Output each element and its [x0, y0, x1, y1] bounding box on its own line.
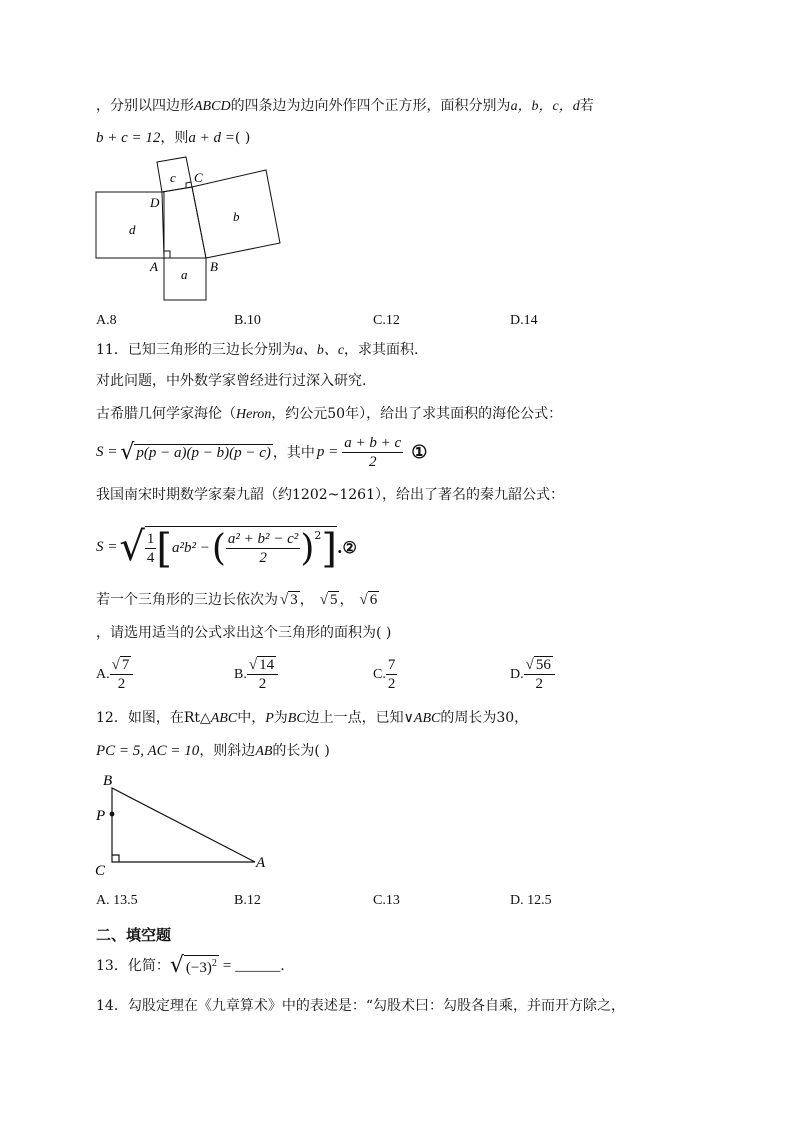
q11-line2: 对此问题，中外数学家曾经进行过深入研究.	[96, 373, 367, 389]
qin-lhs: S =	[96, 538, 118, 555]
option-fraction: $\frac{√ 7}{2}$	[110, 656, 134, 693]
point-p	[110, 812, 115, 817]
qin-tag: .②	[336, 537, 357, 557]
option-den: 2	[117, 676, 126, 692]
q10-condition: b + c = 12	[96, 130, 161, 146]
option-label: A.	[96, 666, 110, 682]
qin-inner-den: 2	[259, 550, 267, 566]
q11-text: ，约公元50年），给出了求其面积的海伦公式：	[271, 406, 563, 422]
q11-line8: ，请选用适当的公式求出这个三角形的面积为( )	[96, 625, 392, 641]
q10-stem-line2	[96, 128, 250, 148]
vertex-P: P	[96, 808, 106, 824]
option-num: 14	[259, 657, 275, 673]
vertex-A: A	[150, 259, 158, 274]
q10-stem-line1	[96, 96, 594, 117]
q11-option-a[interactable]	[96, 656, 133, 693]
q12-option-a[interactable]: A. 13.5	[96, 893, 138, 908]
right-bracket: ]	[321, 525, 337, 572]
q13-line	[96, 952, 285, 978]
option-fraction: $\frac{√ 14}{2}$	[247, 656, 278, 693]
q13-expr: (−3)	[185, 960, 212, 976]
side-1: 3	[290, 592, 298, 608]
q11-line1	[96, 340, 419, 361]
option-label: D.	[510, 666, 524, 682]
qin-term: a²b² −	[171, 540, 210, 556]
vertex-D: D	[150, 195, 160, 210]
q11-text: 11．已知三角形的三边长分别为	[96, 342, 296, 358]
q11-text: 若一个三角形的三边长依次为	[96, 592, 278, 608]
q10-quad-name: ABCD	[194, 99, 231, 114]
q12-side-ab: AB	[255, 744, 273, 759]
q11-vars: a、b、c	[295, 343, 345, 358]
qin-inner-num: a² + b² − c²	[227, 531, 299, 547]
q10-answer-paren: ( )	[234, 130, 251, 146]
option-label: B.	[234, 666, 247, 682]
label-c: c	[170, 170, 176, 185]
q11-line5: 我国南宋时期数学家秦九韶（约1202~1261），给出了著名的秦九韶公式：	[96, 487, 564, 503]
option-den: 2	[387, 676, 396, 692]
left-paren: (	[211, 527, 226, 569]
q12-text: 中，	[237, 710, 266, 726]
q10-option-b[interactable]: B.10	[234, 313, 261, 328]
q10-option-d[interactable]: D.14	[510, 313, 538, 328]
q12-line2	[96, 741, 330, 762]
label-d: d	[129, 222, 136, 237]
vertex-A: A	[256, 855, 266, 871]
heron-p: p =	[316, 443, 339, 460]
option-num: 7	[121, 657, 130, 673]
q13-equals: =	[222, 957, 232, 974]
q14-line: 14．勾股定理在《九章算术》中的表述是：“勾股术曰：勾股各自乘，并而开方除之，	[96, 998, 625, 1014]
left-bracket: [	[156, 525, 172, 572]
right-angle-c	[112, 855, 119, 862]
label-a: a	[181, 267, 188, 282]
heron-denominator: 2	[368, 453, 377, 470]
heron-tag: ①	[411, 441, 428, 463]
q10-text: ，分别以四边形	[96, 98, 194, 114]
qin-quarter	[145, 530, 157, 567]
q12-point-p: P	[265, 711, 274, 726]
vertex-C: C	[95, 863, 106, 879]
q11-option-b[interactable]	[234, 656, 278, 693]
q12-side-bc: BC	[287, 711, 306, 726]
q13-exponent: 2	[211, 958, 217, 969]
separator: ，	[339, 592, 354, 608]
q13-label: 13．化简：	[96, 957, 170, 974]
q12-option-b[interactable]: B.12	[234, 893, 261, 908]
heron-fraction	[342, 434, 403, 471]
q11-line3	[96, 404, 562, 425]
qin-formula	[96, 516, 357, 578]
square-exponent: 2	[314, 528, 322, 542]
qin-radicand	[145, 525, 337, 572]
q12-condition: PC = 5, AC = 10	[96, 743, 200, 759]
section-heading: 二、填空题	[96, 926, 172, 944]
q11-line7: 若一个三角形的三边长依次为 √ 3 ， √ 5 ， √ 6	[96, 592, 378, 608]
right-paren: )	[300, 527, 315, 569]
side-3: 6	[369, 592, 378, 608]
q11-text: 古希腊几何学家海伦（	[96, 406, 236, 422]
option-num: 56	[535, 657, 551, 673]
option-den: 2	[535, 676, 543, 692]
q11-option-d[interactable]	[510, 656, 555, 693]
qin-quarter-num: 1	[146, 531, 155, 547]
q13-dot: .	[280, 957, 285, 974]
q12-triangle: ABC	[210, 711, 238, 726]
label-b: b	[233, 209, 240, 224]
q13-answer-blank[interactable]: ______	[235, 957, 281, 974]
option-num: 7	[387, 657, 396, 673]
q11-text: ，求其面积.	[344, 342, 419, 358]
q10-option-a[interactable]: A.8	[96, 313, 117, 328]
q12-text: 边上一点，已知∨	[305, 710, 414, 726]
option-den: 2	[258, 676, 267, 692]
option-fraction	[386, 656, 398, 693]
q10-figure	[90, 150, 290, 305]
q12-text: 12．如图，在Rt△	[96, 710, 211, 726]
qin-quarter-den: 4	[146, 550, 155, 566]
quadrilateral-abcd	[162, 187, 206, 258]
q12-triangle: ABC	[413, 711, 441, 726]
radical-sign-large: √	[119, 524, 145, 570]
separator: ，	[299, 592, 314, 608]
q11-option-c[interactable]	[373, 656, 397, 693]
q12-option-d[interactable]: D. 12.5	[510, 893, 552, 908]
side-2: 5	[329, 592, 338, 608]
option-label: C.	[373, 666, 386, 682]
triangle-abc	[112, 788, 255, 862]
q12-text: 为	[273, 710, 288, 726]
q12-text: 的长为( )	[272, 743, 330, 759]
radical-sign: √	[169, 952, 184, 978]
heron-formula	[96, 432, 427, 472]
vertex-C: C	[194, 170, 203, 185]
q12-text: 的周长为30，	[440, 710, 529, 726]
q12-option-c[interactable]: C.13	[373, 893, 400, 908]
right-angle-a	[164, 251, 170, 258]
radical-sign: √	[120, 439, 135, 465]
q13-radicand	[184, 955, 219, 976]
heron-radicand: p(p − a)(p − b)(p − c)	[136, 444, 271, 461]
qin-inner-fraction	[226, 530, 300, 567]
vertex-B: B	[210, 259, 218, 274]
q10-text: 的四条边为边向外作四个正方形，面积分别为	[230, 98, 511, 114]
q12-text: ，则斜边	[199, 743, 256, 759]
option-fraction: $\frac{√ 56}{2}$	[524, 656, 555, 693]
q12-figure	[90, 770, 280, 880]
q12-line1	[96, 708, 528, 729]
q10-option-c[interactable]: C.12	[373, 313, 400, 328]
heron-where: ，其中	[272, 445, 315, 461]
vertex-B: B	[103, 773, 113, 789]
q10-expression: a + d =	[188, 130, 235, 146]
heron-numerator: a + b + c	[344, 434, 402, 451]
q11-heron-name: Heron	[236, 407, 272, 422]
q10-text: ，则	[160, 130, 189, 146]
q10-vars: a，b，c，d	[510, 99, 580, 114]
heron-lhs: S =	[96, 443, 118, 460]
q10-text: 若	[579, 98, 594, 114]
